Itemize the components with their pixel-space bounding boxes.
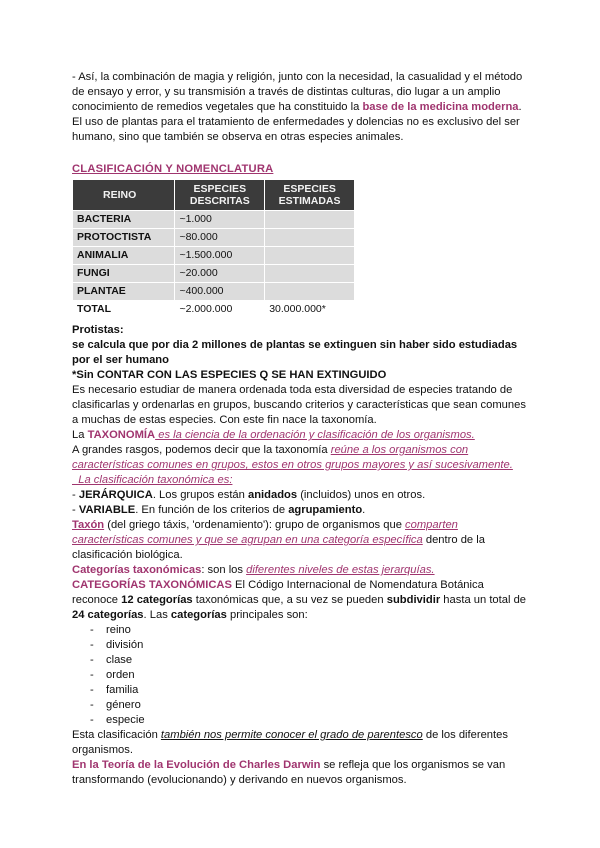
list-item: - reino	[106, 623, 532, 638]
row-reino: ANIMALIA	[73, 247, 175, 265]
list-item: - división	[106, 638, 532, 653]
list-item: - orden	[106, 668, 532, 683]
protistas-label: Protistas:	[72, 324, 124, 336]
intro-text-end: .	[518, 101, 522, 113]
row-descritas: ~400.000	[175, 283, 265, 301]
list-item: - género	[106, 698, 532, 713]
extinction-note: se calcula que por dia 2 millones de plantas se extinguen sin haber sido estudiadas por el ser humano	[72, 339, 518, 366]
row-estimadas	[265, 247, 355, 265]
row-estimadas	[265, 211, 355, 229]
row-reino: PROTOCTISTA	[73, 229, 175, 247]
row-descritas: ~80.000	[175, 229, 265, 247]
list-item: - clase	[106, 653, 532, 668]
table-row	[73, 211, 355, 229]
document-page	[72, 70, 532, 788]
species-table	[72, 179, 355, 319]
row-estimadas	[265, 229, 355, 247]
table-row	[73, 265, 355, 283]
highlight-base-medicina: base de la medicina moderna	[362, 101, 519, 113]
row-reino: PLANTAE	[73, 283, 175, 301]
row-reino: FUNGI	[73, 265, 175, 283]
taxon-definition: Taxón (del griego táxis, 'ordenamiento'): grupo de organismos que comparten características comunes y que se agrupan en una categoría específica dentro de la clasificación biológica.	[72, 519, 485, 561]
list-item: - especie	[106, 713, 532, 728]
section-title: CLASIFICACIÓN Y NOMENCLATURA	[72, 163, 274, 175]
row-descritas: ~1.000	[175, 211, 265, 229]
list-item: - familia	[106, 683, 532, 698]
categorias-paragraph: CATEGORÍAS TAXONÓMICAS El Código Internacional de Nomendatura Botánica reconoce 12 categorías taxonómicas que, a su vez se pueden subdividir hasta un total de 24 categorías. Las categorías principales son:	[72, 579, 527, 621]
header-reino: REINO	[73, 180, 175, 211]
taxonomia-definition: La TAXONOMÍA es la ciencia de la ordenación y clasificación de los organismos.	[72, 429, 475, 441]
jerarquica-item: - JERÁRQUICA. Los grupos están anidados (incluidos) unos en otros.	[72, 489, 426, 501]
categorias-definition: Categorías taxonómicas: son los diferentes niveles de estas jerarquías.	[72, 564, 435, 576]
row-descritas: ~20.000	[175, 265, 265, 283]
intro-text: - Así, la combinación de magia y religión, junto con la necesidad, la casualidad y el método de ensayo y error, y su transmisión a través de distintas culturas, dio lugar a un amplio conocimiento de remedios vegetales que ha constituido la	[72, 71, 523, 113]
table-header-row	[73, 180, 355, 211]
paragraph-necesario: Es necesario estudiar de manera ordenada toda esta diversidad de especies tratando de clasificarlas y ordenarlas en grupos, buscando criterios y características que sean comunes a muchas de estas especies. Con este fin nace la taxonomía.	[72, 384, 526, 426]
table-row	[73, 229, 355, 247]
table-row	[73, 283, 355, 301]
header-descritas: ESPECIES DESCRITAS	[175, 180, 265, 211]
intro-paragraph	[72, 70, 532, 115]
rasgos-paragraph: A grandes rasgos, podemos decir que la taxonomía reúne a los organismos con características comunes en grupos, estos en otros grupos mayores y así sucesivamente. La clasificación taxonómica es:	[72, 444, 513, 486]
row-descritas: ~1.500.000	[175, 247, 265, 265]
asterisk-note: *Sin CONTAR CON LAS ESPECIES Q SE HAN EXTINGUIDO	[72, 369, 387, 381]
row-estimadas	[265, 265, 355, 283]
parentesco-paragraph: Esta clasificación también nos permite conocer el grado de parentesco de los diferentes organismos.	[72, 729, 508, 756]
intro-paragraph-2: El uso de plantas para el tratamiento de enfermedades y dolencias no es exclusivo del ser humano, sino que también se observa en otras especies animales.	[72, 116, 520, 143]
row-reino: BACTERIA	[73, 211, 175, 229]
row-descritas: ~2.000.000	[175, 301, 265, 319]
header-estimadas: ESPECIES ESTIMADAS	[265, 180, 355, 211]
row-estimadas: 30.000.000*	[265, 301, 355, 319]
row-reino: TOTAL	[73, 301, 175, 319]
row-estimadas	[265, 283, 355, 301]
categories-list	[72, 623, 532, 728]
table-row-total	[73, 301, 355, 319]
variable-item: - VARIABLE. En función de los criterios de agrupamiento.	[72, 504, 366, 516]
darwin-paragraph: En la Teoría de la Evolución de Charles Darwin se refleja que los organismos se van transformando (evolucionando) y derivando en nuevos organismos.	[72, 759, 506, 786]
table-row	[73, 247, 355, 265]
